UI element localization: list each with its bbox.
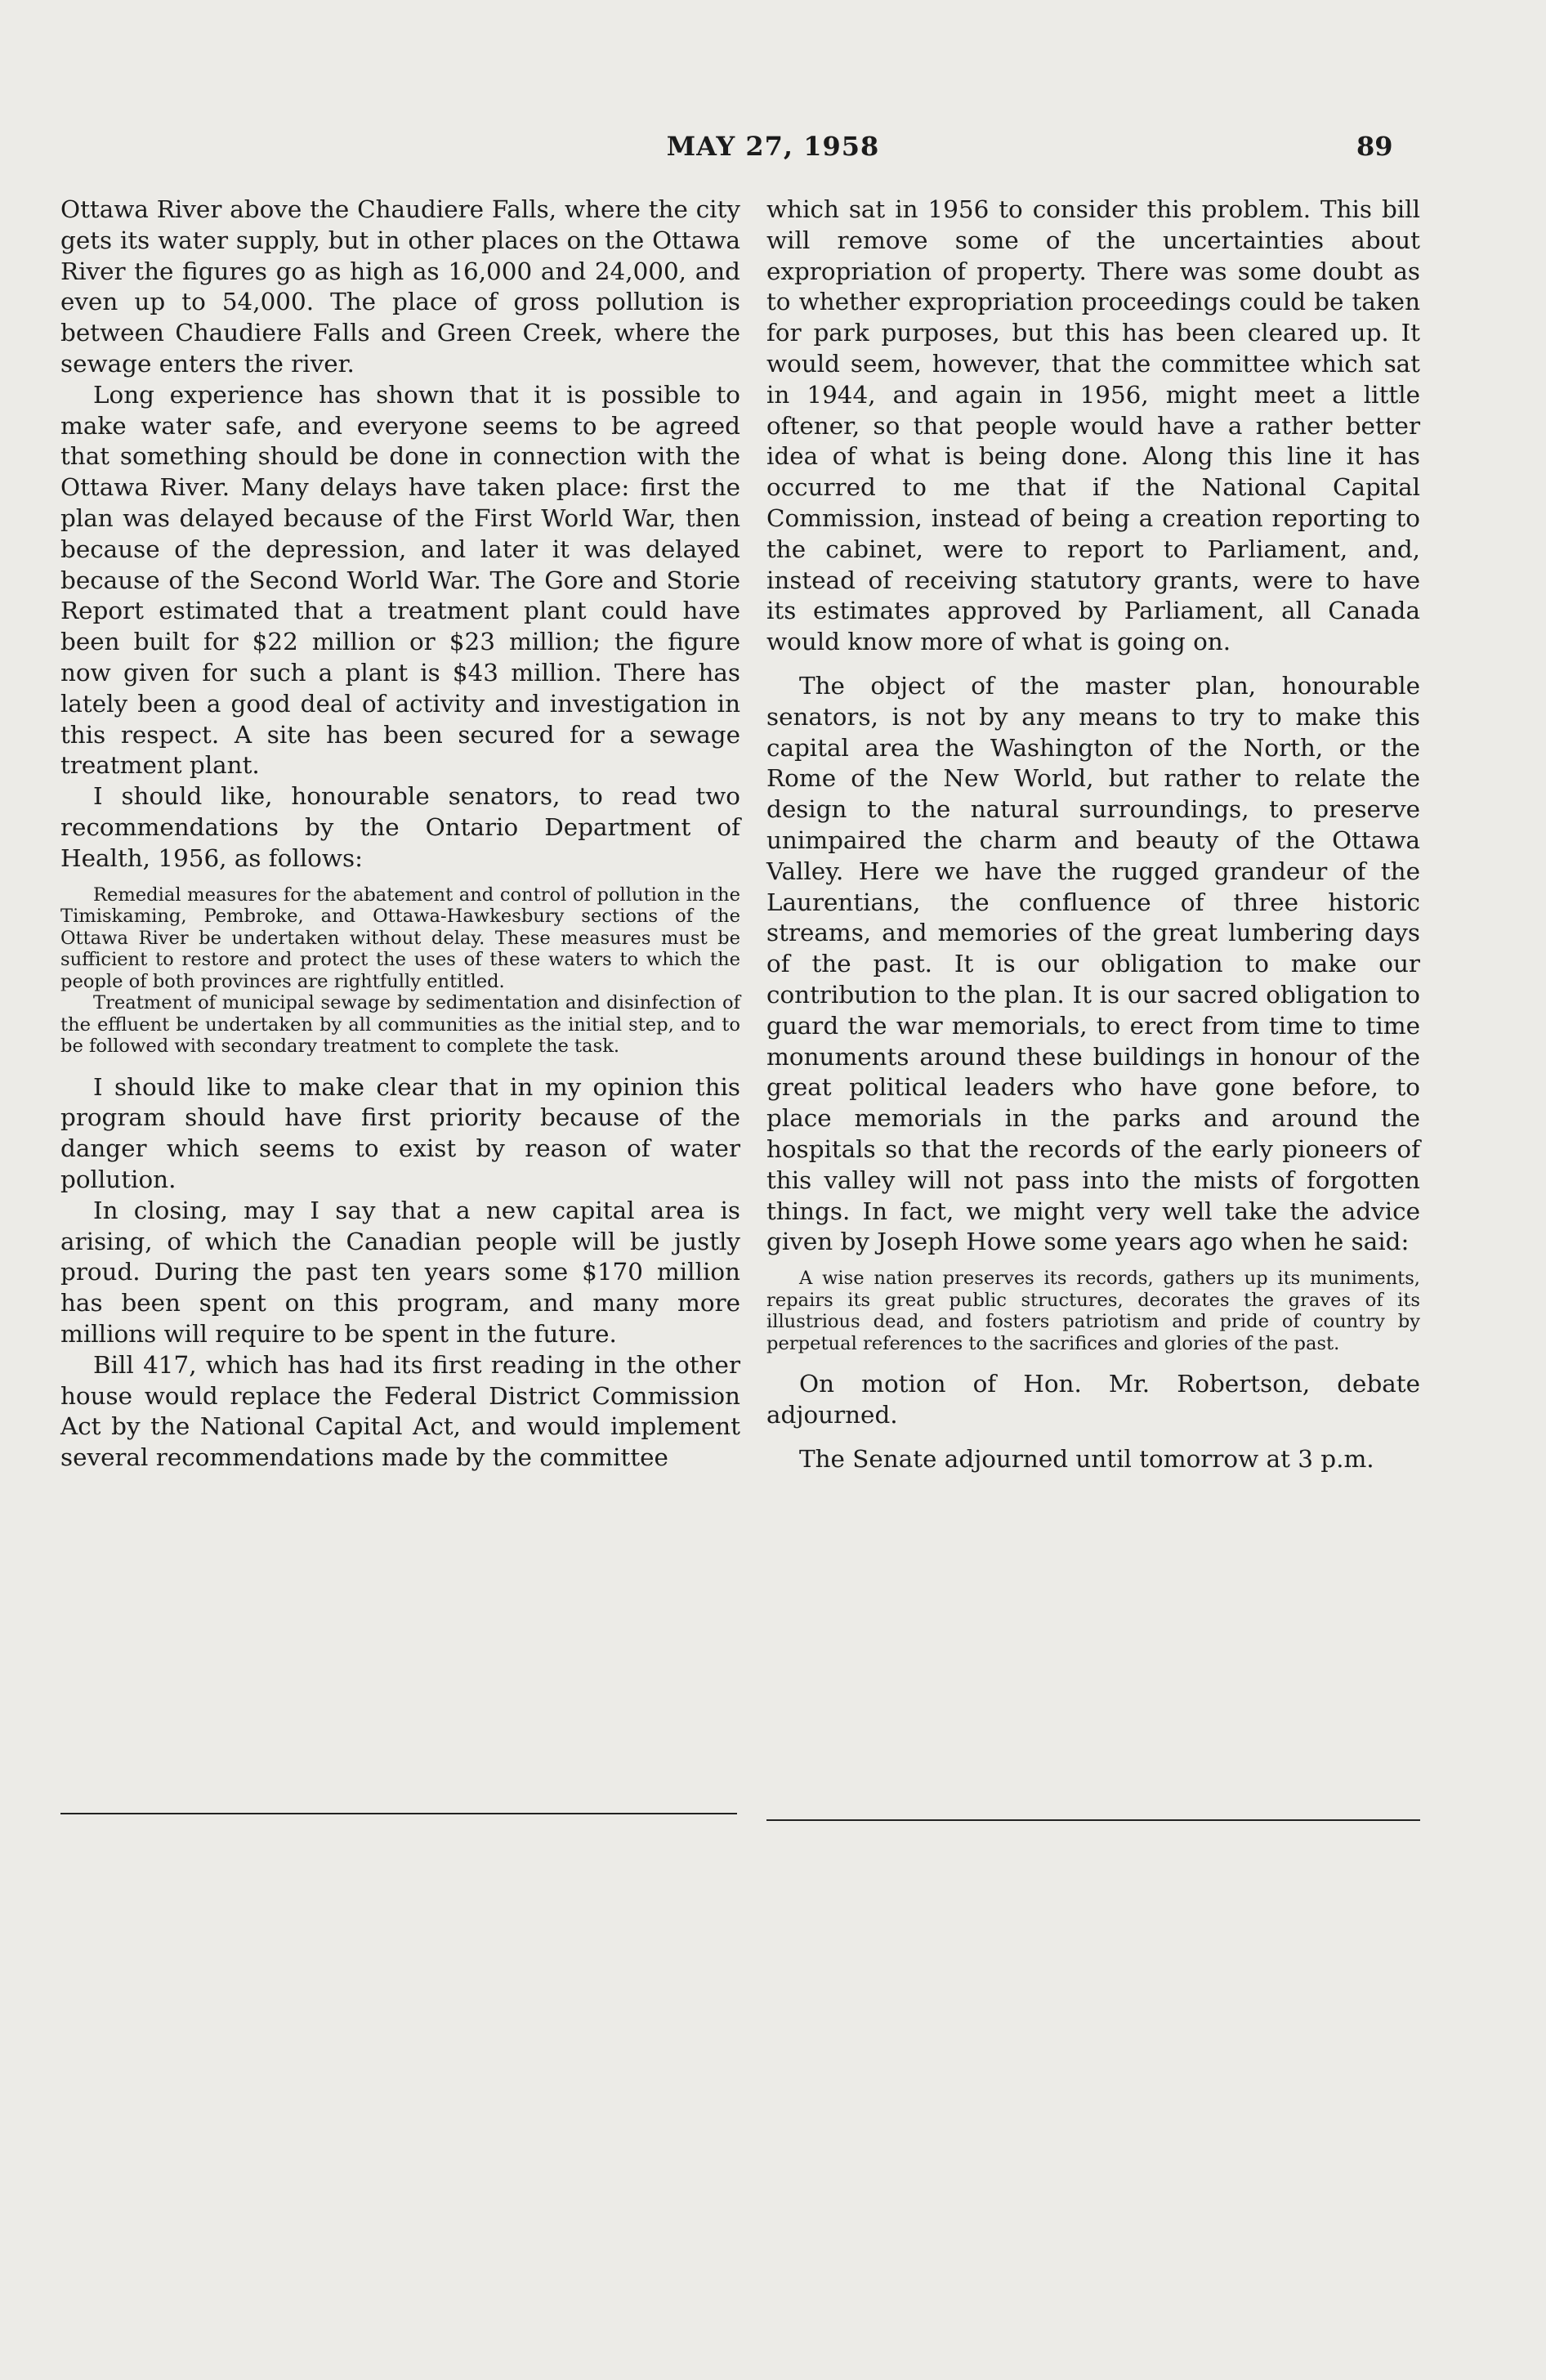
left-paragraph-3: I should like, honourable senators, to read two recommendations by the Ontario Department of Health, 1956, as follows: [60, 782, 740, 872]
left-bottom-rule [60, 1813, 737, 1814]
left-paragraph-1: Ottawa River above the Chaudiere Falls, where the city gets its water supply, but in other places on the Ottawa River the figures go as high as 16,000 and 24,000, and even up to 54,000. The place of gross pollution is between Chaudiere Falls and Green Creek, where the sewage enters the river. [60, 195, 740, 378]
left-paragraph-2: Long experience has shown that it is possible to make water safe, and everyone seems to be agreed that something should be done in connection with the Ottawa River. Many delays have taken place: first the plan was delayed because of the First World War, then because of the depression, and later it was delayed because of the Second World War. The Gore and Storie Report estimated that a treatment plant could have been built for $22 million or $23 million; the figure now given for such a plant is $43 million. There has lately been a good deal of activity and investigation in this respect. A site has been secured for a sewage treatment plant. [60, 380, 740, 780]
right-bottom-rule [766, 1819, 1420, 1821]
right-paragraph-1: which sat in 1956 to consider this problem. This bill will remove some of the uncertainties about expropriation of property. There was some doubt as to whether expropriation proceedings could be taken for park purposes, but this has been cleared up. It would seem, however, that the committee which sat in 1944, and again in 1956, might meet a little oftener, so that people would have a rather better idea of what is being done. Along this line it has occurred to me that if the National Capital Commission, instead of being a creation reporting to the cabinet, were to report to Parliament, and, instead of receiving statutory grants, were to have its estimates approved by Parliament, all Canada would know more of what is going on. [766, 195, 1420, 656]
left-block-quote [60, 884, 740, 1058]
left-paragraph-4: I should like to make clear that in my opinion this program should have first priority because of the danger which seems to exist by reason of water pollution. [60, 1072, 740, 1193]
page-date-header: MAY 27, 1958 [666, 131, 880, 162]
right-quote-1: A wise nation preserves its records, gathers up its muniments, repairs its great public structures, decorates the graves of its illustrious dead, and fosters patriotism and pride of country by perpetual references to the sacrifices and glories of the past. [766, 1268, 1420, 1354]
left-column [60, 195, 740, 1474]
right-paragraph-3: On motion of Hon. Mr. Robertson, debate adjourned. [766, 1370, 1420, 1429]
right-paragraph-4: The Senate adjourned until tomorrow at 3 p.m. [799, 1444, 1374, 1473]
right-paragraph-2: The object of the master plan, honourable senators, is not by any means to try to make this capital area the Washington of the North, or the Rome of the New World, but rather to relate the design to the natural surroundings, to preserve unimpaired the charm and beauty of the Ottawa Valley. Here we have the rugged grandeur of the Laurentians, the confluence of three historic streams, and memories of the great lumbering days of the past. It is our obligation to make our contribution to the plan. It is our sacred obligation to guard the war memorials, to erect from time to time monuments around these buildings in honour of the great political leaders who have gone before, to place memorials in the parks and around the hospitals so that the records of the early pioneers of this valley will not pass into the mists of forgotten things. In fact, we might very well take the advice given by Joseph Howe some years ago when he said: [766, 671, 1420, 1256]
page-number: 89 [1356, 131, 1393, 162]
left-quote-2: Treatment of municipal sewage by sedimentation and disinfection of the effluent be undertaken by all communities as the initial step, and to be followed with secondary treatment to complete the task. [60, 992, 740, 1058]
left-quote-1: Remedial measures for the abatement and control of pollution in the Timiskaming, Pembroke, and Ottawa-Hawkesbury sections of the Ottawa River be undertaken without delay. These measures must be sufficient to restore and protect the uses of these waters to which the people of both provinces are rightfully entitled. [60, 884, 740, 992]
left-paragraph-5: In closing, may I say that a new capital area is arising, of which the Canadian people will be justly proud. During the past ten years some $170 million has been spent on this program, and many more millions will require to be spent in the future. [60, 1196, 740, 1348]
right-block-quote [766, 1268, 1420, 1354]
right-column [766, 195, 1420, 1474]
left-paragraph-6: Bill 417, which has had its first reading in the other house would replace the Federal District Commission Act by the National Capital Act, and would implement several recommendations made by the committee [60, 1350, 740, 1472]
